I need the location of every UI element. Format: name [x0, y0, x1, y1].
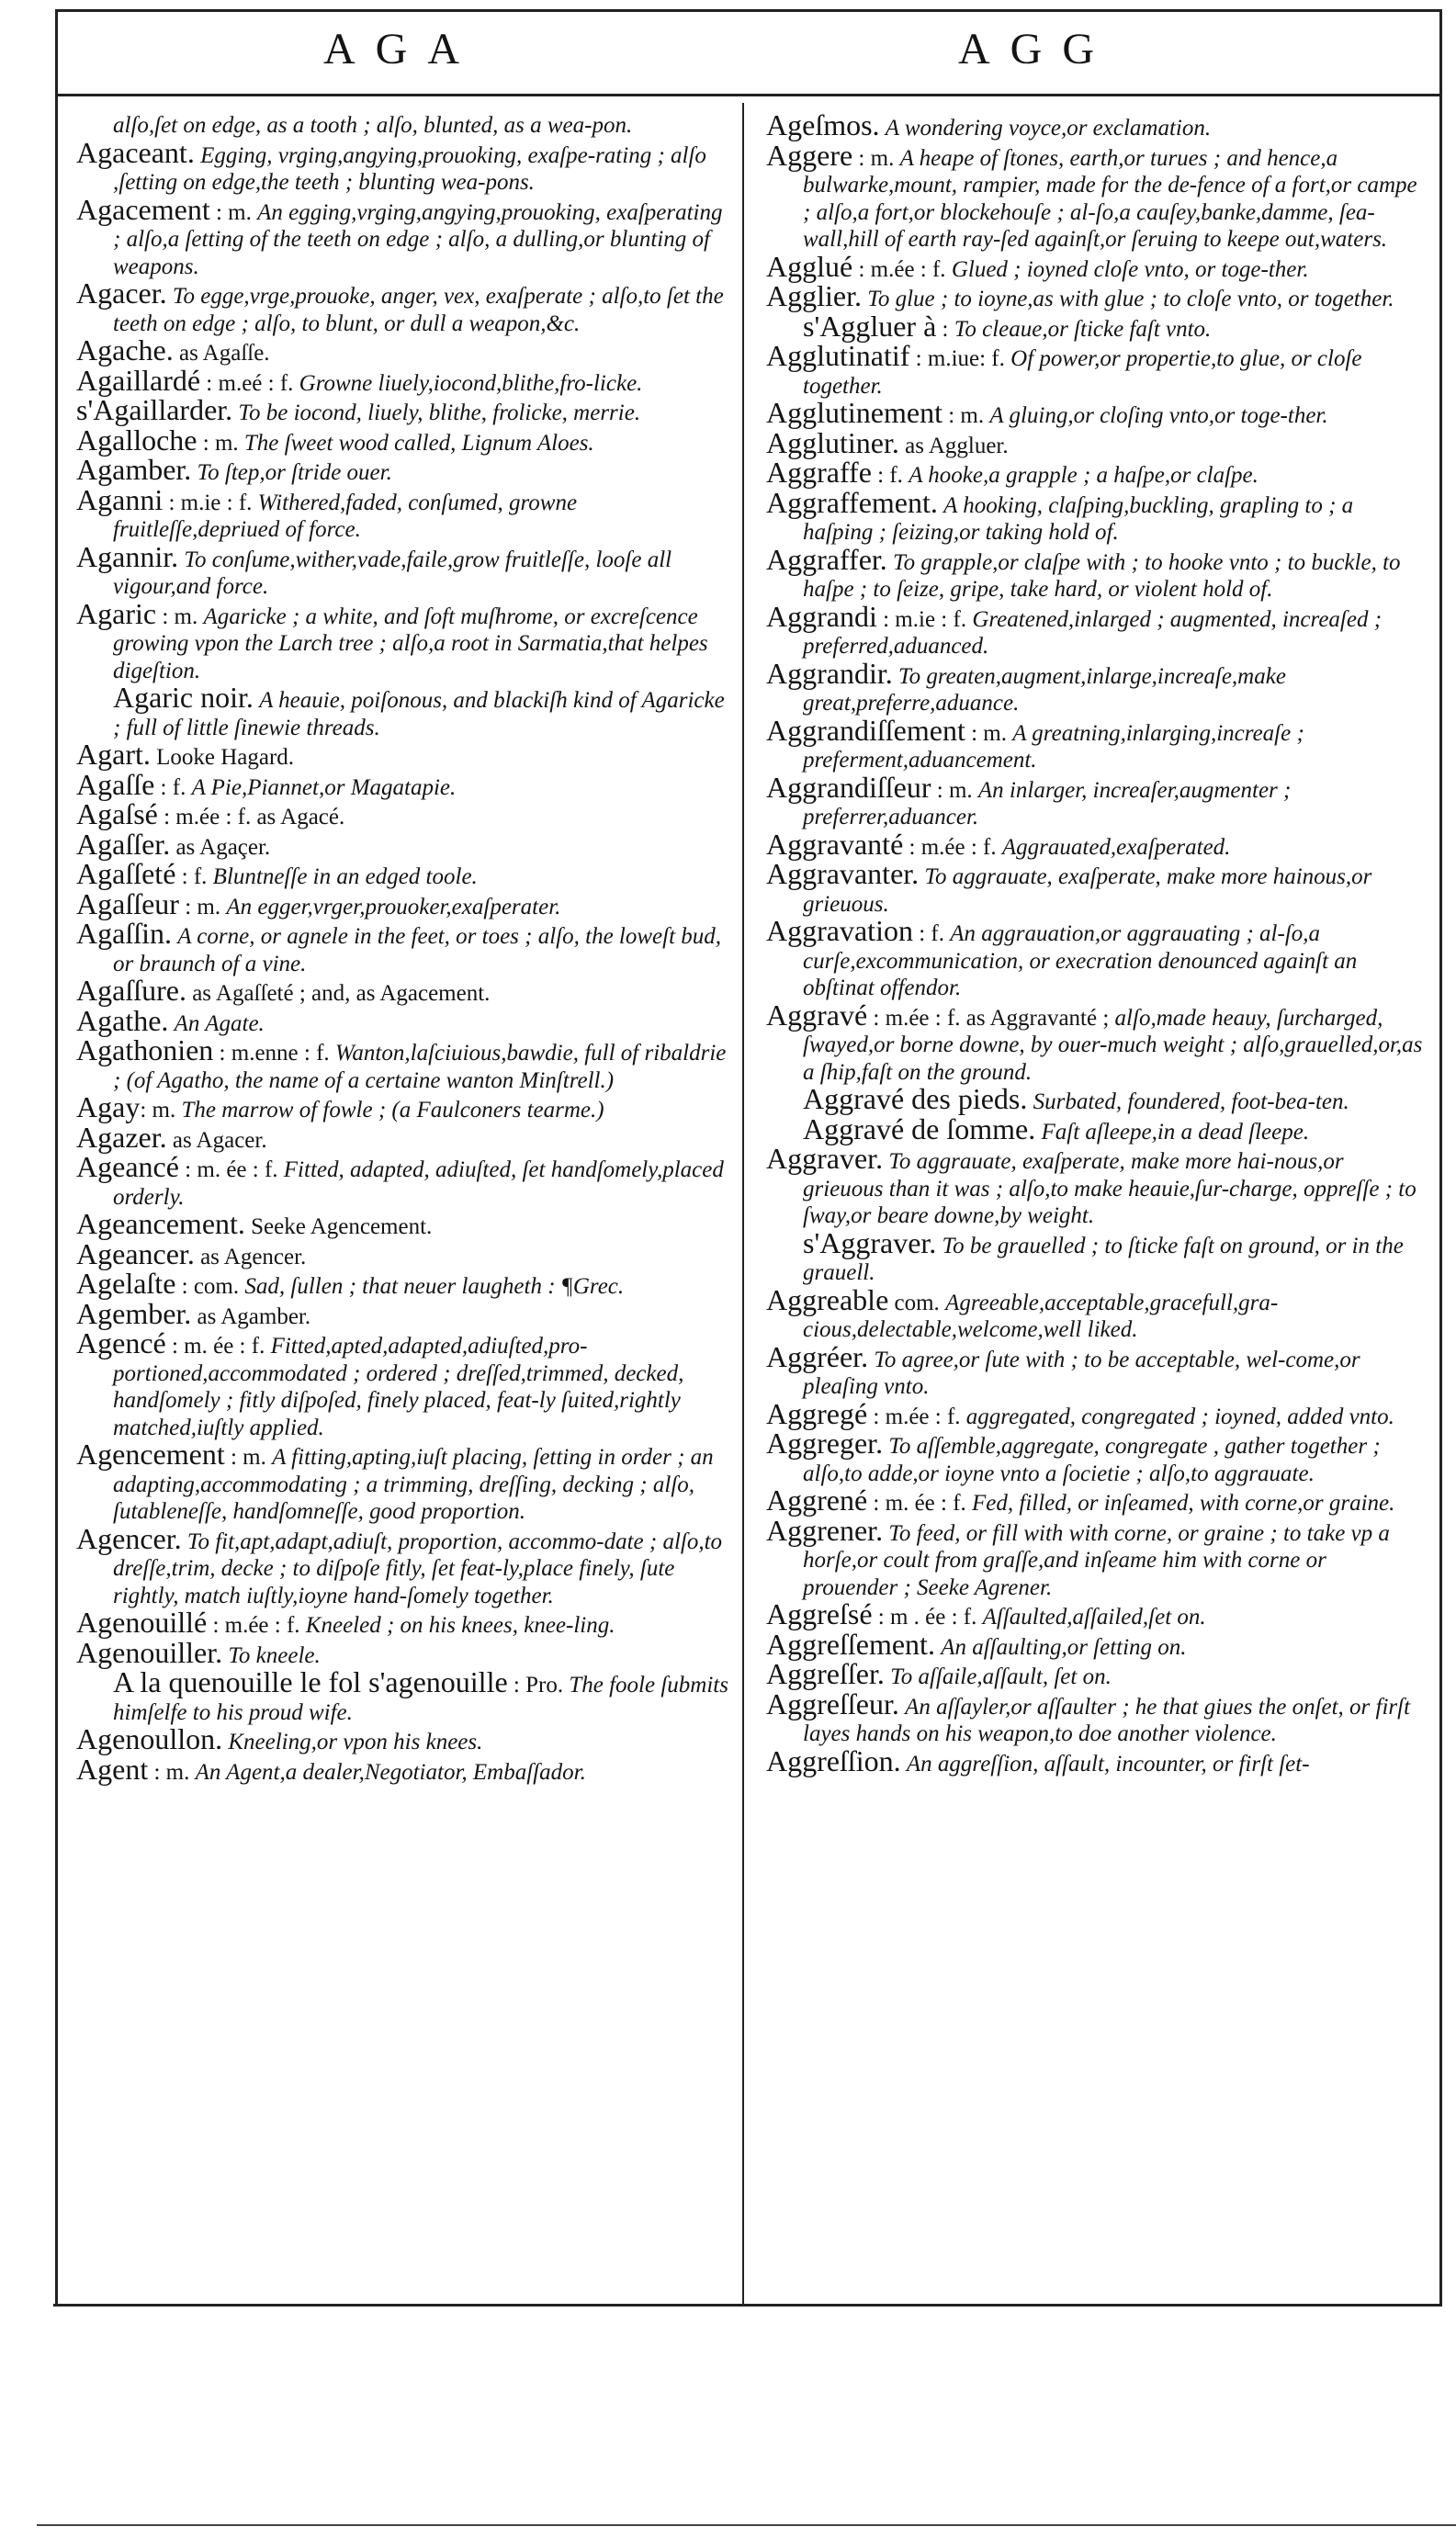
entry-headword: Agaric — [76, 596, 157, 630]
entry-headword: s'Aggluer à — [803, 309, 937, 343]
entry-grammar: : f. — [154, 774, 186, 800]
entry-definition: To aggrauate, exaſperate, make more hai-nous,or grieuous than it was ; alſo,to make heauie,ſur-charge, oppreſſe ; to ſway,or beare downe,by weight. — [803, 1149, 1416, 1228]
entry-headword: Aggrandiſſeur — [766, 770, 931, 804]
entry-headword: Aggraffe — [766, 456, 872, 489]
entry-definition: An aggrauation,or aggrauating ; al-ſo,a curſe,excommunication, or execration denounced againſt an obſtinat offendor. — [803, 921, 1358, 1000]
entry-grammar: : m. ée : f. — [165, 1334, 265, 1359]
entry-definition: Sad, ſullen ; that neuer laugheth : ¶Grec. — [244, 1274, 625, 1299]
entry-headword: Aggregé — [766, 1396, 868, 1430]
entry-headword: Aggravanté — [766, 827, 904, 861]
entry-grammar: : m.ée : f. as Agacé. — [157, 805, 345, 829]
entry-grammar: : m. — [965, 720, 1007, 746]
dictionary-entry — [766, 1427, 1426, 1487]
entry-definition: Faſt aſleepe,in a dead ſleepe. — [1041, 1119, 1310, 1145]
entry-definition: An aſſaulting,or ſetting on. — [941, 1634, 1187, 1660]
running-head-left: AGA — [323, 25, 480, 73]
entry-grammar: : m.ée : f. — [903, 834, 997, 860]
entry-headword: Ageſmos. — [766, 108, 880, 141]
dictionary-entry — [766, 249, 1426, 284]
entry-grammar: : m. — [197, 430, 239, 456]
entry-definition: The ſweet wood called, Lignum Aloes. — [243, 430, 594, 456]
entry-definition: Agreeable,acceptable,gracefull,gra-cious,delectable,welcome,well liked. — [803, 1290, 1279, 1342]
entry-definition: To be grauelled ; to ſticke faſt on ground, or in the grauell. — [803, 1233, 1404, 1285]
dictionary-entry — [76, 1722, 728, 1756]
entry-definition: Glued ; ioyned cloſe vnto, or toge-ther. — [951, 256, 1309, 282]
entry-headword: Ageancer. — [76, 1236, 195, 1270]
entry-headword: Agathe. — [76, 1003, 169, 1037]
header-rule — [55, 94, 1440, 96]
dictionary-entry — [76, 681, 728, 741]
entry-definition: Fed, filled, or inſeamed, with corne,or graine. — [972, 1491, 1395, 1516]
entry-headword: Aggrener. — [766, 1513, 884, 1547]
entry-grammar: : m. — [178, 894, 221, 919]
entry-definition: To egge,vrge,prouoke, anger, vex, exaſperate ; alſo,to ſet the teeth on edge ; alſo, to blunt, or dull a weapon,&c. — [113, 284, 724, 336]
entry-grammar: : m.eé : f. — [200, 370, 294, 396]
entry-definition: An egger,vrger,prouoker,exaſperater. — [226, 894, 561, 919]
dictionary-entry — [766, 770, 1426, 831]
dictionary-entry — [766, 713, 1426, 774]
entry-grammar: as Agaçer. — [170, 834, 271, 860]
dictionary-entry — [766, 1743, 1426, 1778]
entry-headword: Agencement — [76, 1438, 225, 1471]
entry-grammar: as Agaſſeté ; and, as Agacement. — [186, 981, 491, 1006]
page-frame-left-rule — [55, 9, 58, 2306]
entry-grammar: as Agacer. — [166, 1127, 267, 1153]
entry-grammar: : m. ée : f. — [867, 1491, 966, 1516]
entry-definition: Aſſaulted,aſſailed,ſet on. — [982, 1605, 1206, 1630]
entry-headword: Agaillardé — [76, 363, 201, 397]
dictionary-entry — [76, 1752, 728, 1787]
entry-grammar: : m . ée : f. — [872, 1605, 977, 1630]
dictionary-entry — [76, 1326, 728, 1441]
entry-grammar: : m. — [148, 1759, 190, 1785]
page-frame-bottom-rule — [53, 2304, 1442, 2307]
entry-grammar: : f. — [871, 463, 903, 488]
entry-grammar: : m.iue: f. — [909, 346, 1005, 371]
entry-headword: Aggreable — [766, 1282, 889, 1316]
page-frame-top-rule — [55, 9, 1442, 12]
entry-headword: Aggraffer. — [766, 542, 887, 576]
dictionary-entry — [76, 276, 728, 337]
dictionary-entry — [766, 1142, 1426, 1230]
entry-definition: A heauie, poiſonous, and blackiſh kind of Agaricke ; full of little ſinewie threads. — [113, 688, 725, 740]
entry-headword: Agenouillé — [76, 1606, 208, 1639]
right-column — [766, 108, 1426, 1777]
entry-definition: A corne, or agnele in the feet, or toes ; alſo, the loweſt bud, or braunch of a vine. — [113, 924, 722, 976]
dictionary-entry — [76, 1150, 728, 1211]
entry-grammar: : m.ée : f. — [852, 256, 946, 282]
dictionary-entry — [766, 599, 1426, 660]
entry-headword: Aggreſſer. — [766, 1657, 885, 1690]
entry-definition: A Pie,Piannet,or Magatapie. — [191, 774, 457, 800]
entry-headword: Agay — [76, 1090, 141, 1123]
entry-grammar: : m.enne : f. — [213, 1041, 330, 1066]
entry-definition: To grapple,or claſpe with ; to hooke vnto ; to buckle, to haſpe ; to ſeize, gripe, take hard, or violent hold of. — [803, 549, 1401, 602]
entry-definition: A gluing,or cloſing vnto,or toge-ther. — [989, 403, 1328, 428]
column-divider — [742, 103, 744, 2304]
entry-grammar: as Agaſſe. — [173, 341, 270, 366]
left-column — [76, 112, 728, 1786]
entry-headword: Agazer. — [76, 1120, 167, 1154]
entry-definition: To greaten,augment,inlarge,increaſe,make great,preferre,aduance. — [803, 663, 1286, 716]
entry-grammar: : Pro. — [507, 1673, 564, 1698]
entry-headword: Agent — [76, 1752, 149, 1786]
entry-headword: Aggravé de ſomme. — [803, 1111, 1036, 1145]
entry-definition: alſo,made heauy, ſurcharged, ſwayed,or borne downe, by ouer-much weight ; alſo,grauelled,or,as a ſhip,faſt on the ground. — [803, 1005, 1423, 1085]
entry-definition: An Agate. — [174, 1010, 265, 1036]
dictionary-entry — [76, 767, 728, 802]
entry-definition: To aſſemble,aggregate, congregate , gather together ; alſo,to adde,or ioyne vnto a ſocietie ; alſo,to aggrauate. — [803, 1434, 1381, 1486]
dictionary-entry — [76, 539, 728, 601]
entry-grammar: : m. ée : f. — [178, 1157, 278, 1182]
entry-headword: Aggreſſeur. — [766, 1686, 899, 1720]
entry-headword: Agaſſeté — [76, 857, 176, 890]
entry-definition: A greatning,inlarging,increaſe ; preferment,aduancement. — [803, 720, 1304, 773]
dictionary-entry — [76, 192, 728, 281]
entry-grammar: : m.ée : f. as Aggravanté ; — [867, 1005, 1110, 1031]
entry-definition: To agree,or ſute with ; to be acceptable, wel-come,or pleaſing vnto. — [803, 1347, 1360, 1399]
dictionary-entry — [76, 1521, 728, 1610]
entry-definition: The foole ſubmits himſelfe to his proud wife. — [113, 1673, 728, 1725]
dictionary-entry — [766, 914, 1426, 1002]
entry-definition: Bluntneſſe in an edged toole. — [212, 864, 478, 889]
entry-definition: A fitting,apting,iuſt placing, ſetting in order ; an adapting,accommodating ; a trimming, dreſſing, decking ; alſo, ſutableneſſe, handſomneſſe, good proportion. — [113, 1445, 714, 1524]
dictionary-entry — [76, 482, 728, 544]
entry-headword: Ageancement. — [76, 1207, 245, 1240]
entry-headword: Agaſsé — [76, 797, 158, 830]
entry-headword: Agember. — [76, 1296, 192, 1330]
entry-headword: Agaſſure. — [76, 974, 186, 1007]
dictionary-entry — [766, 857, 1426, 918]
dictionary-entry — [76, 453, 728, 487]
entry-headword: Agalloche — [76, 423, 198, 457]
dictionary-entry — [766, 542, 1426, 603]
dictionary-entry — [766, 339, 1426, 400]
entry-headword: Agaſſe — [76, 767, 155, 801]
entry-grammar: : m. — [209, 199, 252, 225]
entry-definition: To aggrauate, exaſperate, make more hainous,or grieuous. — [803, 864, 1372, 917]
dictionary-entry — [76, 596, 728, 685]
entry-grammar: Seeke Agencement. — [244, 1214, 433, 1239]
entry-definition: Growne liuely,iocond,blithe,fro-licke. — [299, 370, 643, 396]
entry-headword: Agglutinement — [766, 396, 942, 429]
entry-grammar: : m. — [224, 1445, 266, 1470]
entry-definition: Fitted, adapted, adiuſted, ſet handſomely,placed orderly. — [113, 1157, 724, 1210]
entry-definition: A hooke,a grapple ; a haſpe,or claſpe. — [909, 463, 1258, 488]
dictionary-entry — [76, 1033, 728, 1094]
entry-headword: Agacer. — [76, 276, 167, 310]
entry-headword: s'Aggraver. — [803, 1225, 937, 1259]
entry-headword: Agglutiner. — [766, 425, 899, 459]
entry-definition: An inlarger, increaſer,augmenter ; preferrer,aduancer. — [803, 777, 1292, 829]
entry-headword: Agaſſeur — [76, 886, 179, 920]
entry-definition: To fit,apt,adapt,adiuſt, proportion, accommo-date ; alſo,to dreſſe,trim, decke ; to diſpoſe fitly, ſet feat-ly,place finely, ſute rightly, match iuſtly,ioyne hand-ſomely together. — [113, 1528, 723, 1608]
dictionary-entry — [76, 1438, 728, 1526]
entry-headword: s'Agaillarder. — [76, 393, 233, 426]
entry-headword: Aggrandir. — [766, 656, 893, 690]
entry-headword: Agencé — [76, 1326, 166, 1359]
entry-headword: Aggreſſion. — [766, 1743, 901, 1777]
dictionary-entry — [766, 108, 1426, 142]
dictionary-entry — [766, 485, 1426, 547]
entry-headword: Aggravé des pieds. — [803, 1082, 1028, 1115]
entry-grammar: com. — [888, 1290, 940, 1315]
entry-headword: Agencer. — [76, 1521, 182, 1555]
entry-headword: Aggrandi — [766, 599, 877, 633]
entry-definition: An aggreſſion, aſſault, incounter, or firſt ſet- — [906, 1751, 1310, 1777]
entry-definition: An Agent,a dealer,Negotiator, Embaſſador. — [195, 1759, 586, 1785]
entry-headword: Aggreſsé — [766, 1597, 873, 1630]
entry-headword: Agenoullon. — [76, 1722, 223, 1755]
entry-definition: Egging, vrging,angying,prouoking, exaſpe-rating ; alſo ,ſetting on edge,the teeth ; blunting wea-pons. — [113, 142, 706, 195]
entry-headword: Aggreſſement. — [766, 1627, 935, 1661]
entry-definition: A hooking, claſping,buckling, grapling to ; a haſping ; ſeizing,or taking hold of. — [803, 492, 1354, 545]
entry-headword: Aggreger. — [766, 1427, 884, 1460]
dictionary-entry — [76, 135, 728, 197]
entry-headword: Aggrené — [766, 1483, 868, 1517]
entry-grammar: : f. — [912, 921, 944, 946]
entry-headword: Agaſſin. — [76, 917, 172, 950]
entry-grammar: : com. — [175, 1274, 240, 1299]
entry-headword: Agache. — [76, 333, 174, 367]
entry-definition: A wondering voyce,or exclamation. — [885, 116, 1212, 141]
entry-definition: To kneele. — [228, 1642, 321, 1668]
dictionary-entry — [766, 1513, 1426, 1602]
page-bottom-rule — [37, 2524, 1456, 2526]
entry-definition: An aſſayler,or aſſaulter ; he that giues the onſet, or firſt layes hands on his weapon,to doe another violence. — [803, 1694, 1411, 1746]
entry-grammar: : m. — [852, 145, 895, 171]
dictionary-entry — [76, 738, 728, 772]
entry-definition: To conſume,wither,vade,faile,grow fruitleſſe, looſe all vigour,and force. — [113, 547, 672, 599]
dictionary-entry — [766, 1282, 1426, 1344]
entry-definition: Fitted,apted,adapted,adiuſted,pro-portioned,accommodated ; ordered ; dreſſed,trimmed, decked, handſomely ; fitly diſpoſed, finely placed, feat-ly ſuited,rightly matched,iuſtly applied. — [113, 1334, 684, 1440]
dictionary-entry — [766, 1339, 1426, 1401]
entry-headword: Aggravanter. — [766, 857, 920, 890]
entry-grammar: : m.ie : f. — [163, 490, 253, 515]
entry-headword: Ageancé — [76, 1150, 179, 1183]
entry-grammar: : m. — [156, 603, 198, 629]
entry-grammar: : m. — [942, 403, 985, 428]
entry-definition: Kneeled ; on his knees, knee-ling. — [305, 1613, 615, 1638]
dictionary-entry — [76, 1090, 728, 1124]
entry-headword: Aganni — [76, 482, 164, 516]
entry-headword: A la quenouille le fol s'agenouille — [113, 1665, 508, 1698]
running-head-right: AGG — [958, 25, 1114, 73]
entry-headword: Agglué — [766, 249, 853, 283]
entry-definition: Surbated, foundered, foot-bea-ten. — [1033, 1089, 1349, 1114]
dictionary-entry — [766, 656, 1426, 717]
entry-definition: The marrow of fowle ; (a Faulconers tearme.) — [181, 1098, 604, 1122]
entry-definition: Kneeling,or vpon his knees. — [228, 1730, 483, 1754]
entry-definition: To ſtep,or ſtride ouer. — [197, 460, 392, 485]
entry-grammar: as Aggluer. — [898, 433, 1009, 458]
entry-headword: Aggravation — [766, 914, 913, 947]
entry-grammar: : m.ée : f. — [867, 1404, 961, 1429]
entry-headword: Aggraver. — [766, 1142, 884, 1175]
entry-headword: Agelaſte — [76, 1267, 176, 1300]
entry-definition: To feed, or fill with with corne, or graine ; to take vp a horſe,or coult from graſſe,and inſeame him with corne or prouender ; Seeke Agrener. — [803, 1520, 1390, 1600]
entry-definition: alſo,ſet on edge, as a tooth ; alſo, blunted, as a wea-pon. — [113, 113, 633, 138]
entry-grammar: : m. — [140, 1098, 176, 1122]
entry-definition: An egging,vrging,angying,prouoking, exaſperating ; alſo,a ſetting of the teeth on edge ; alſo, a dulling,or blunting of weapons. — [113, 199, 723, 279]
dictionary-entry — [76, 974, 728, 1008]
entry-headword: Aggere — [766, 138, 853, 172]
entry-definition: To be iocond, liuely, blithe, frolicke, merrie. — [238, 400, 641, 425]
entry-definition: To cleaue,or ſticke faſt vnto. — [954, 316, 1212, 342]
entry-grammar: : m. — [931, 777, 973, 803]
dictionary-entry — [76, 797, 728, 831]
entry-grammar: : — [936, 316, 954, 342]
page-frame-right-rule — [1439, 9, 1442, 2306]
entry-headword: Agacement — [76, 192, 210, 226]
entry-definition: aggregated, congregated ; ioyned, added vnto. — [965, 1404, 1394, 1429]
dictionary-entry — [76, 886, 728, 921]
entry-headword: Agannir. — [76, 539, 179, 573]
entry-headword: Agglier. — [766, 279, 862, 312]
entry-definition: Wanton,laſciuious,bawdie, full of ribaldrie ; (of Agatho, the name of a certaine wanton Minſtrell.) — [113, 1041, 727, 1093]
entry-headword: Agenouiller. — [76, 1635, 223, 1669]
entry-definition: Agaricke ; a white, and ſoft muſhrome, or excreſcence growing vpon the Larch tree ; alſo,a root in Sarmatia,that helpes digeſtion. — [113, 603, 708, 683]
entry-definition: To glue ; to ioyne,as with glue ; to cloſe vnto, or together. — [867, 287, 1394, 311]
entry-definition: Aggrauated,exaſperated. — [1001, 834, 1231, 860]
entry-grammar: as Agamber. — [191, 1303, 311, 1329]
dictionary-entry — [766, 1225, 1426, 1287]
dictionary-entry — [76, 1296, 728, 1331]
dictionary-entry — [766, 138, 1426, 254]
dictionary-entry — [76, 1665, 728, 1726]
entry-grammar: Looke Hagard. — [150, 745, 295, 770]
entry-definition: Withered,faded, conſumed, growne fruitleſſe,depriued of force. — [113, 490, 578, 542]
entry-definition: A heape of ſtones, earth,or turues ; and hence,a bulwarke,mount, rampier, made for the de-fence of a fort,or campe ; alſo,a fort,or blockehouſe ; al-ſo,a cauſey,banke,damme, ſea-wall,hill of earth ray-ſed againſt,or ſeruing to keepe out,waters. — [803, 145, 1417, 252]
entry-headword: Agathonien — [76, 1033, 214, 1066]
entry-headword: Agart. — [76, 738, 151, 771]
entry-grammar: as Agencer. — [194, 1244, 307, 1269]
entry-headword: Agaſſer. — [76, 827, 171, 861]
entry-definition: To aſſaile,aſſault, ſet on. — [890, 1664, 1112, 1689]
dictionary-entry — [76, 917, 728, 977]
entry-headword: Aggravé — [766, 998, 868, 1032]
entry-definition: Greatened,inlarged ; augmented, increaſed ; preferred,aduanced. — [803, 606, 1383, 659]
entry-headword: Agaceant. — [76, 135, 195, 169]
dictionary-entry — [766, 998, 1426, 1087]
entry-headword: Aggréer. — [766, 1339, 869, 1373]
entry-definition: Of power,or propertie,to glue, or cloſe together. — [803, 346, 1362, 399]
entry-grammar: : f. — [175, 864, 208, 889]
entry-grammar: : m.ie : f. — [876, 606, 967, 632]
entry-grammar: : m.ée : f. — [207, 1613, 300, 1638]
entry-headword: Aggrandiſſement — [766, 713, 965, 747]
entry-headword: Aggraffement. — [766, 485, 938, 519]
entry-headword: Agglutinatif — [766, 339, 910, 372]
dictionary-entry — [766, 1686, 1426, 1748]
entry-headword: Agaric noir. — [113, 681, 254, 714]
entry-headword: Agamber. — [76, 453, 192, 486]
